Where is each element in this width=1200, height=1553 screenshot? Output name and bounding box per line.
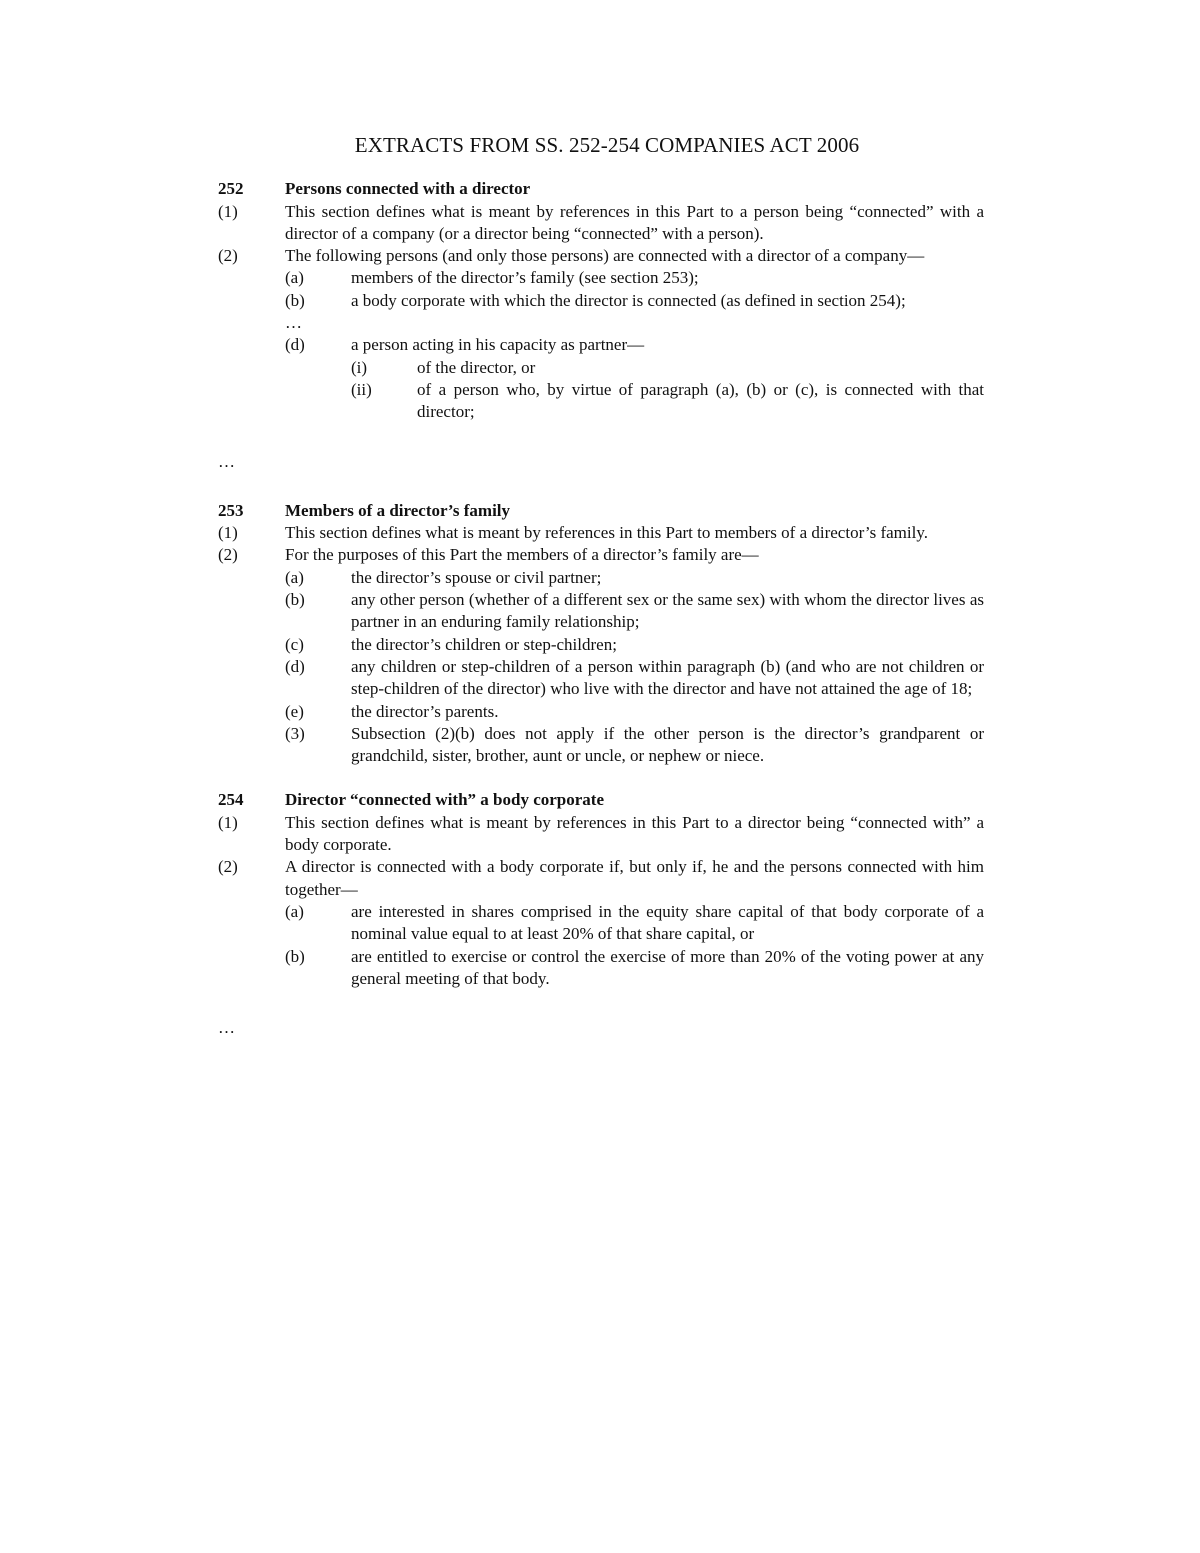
paragraph-label: (b) [285, 290, 305, 310]
paragraph-text: are entitled to exercise or control the exercise of more than 20% of the voting power at any general meeting of that body. [351, 946, 984, 988]
subparagraph-label: (i) [351, 357, 368, 377]
paragraph-text: a body corporate with which the director is connected (as defined in section 254); [351, 290, 906, 310]
document-title: EXTRACTS FROM SS. 252-254 COMPANIES ACT 2006 [354, 133, 860, 157]
paragraph-label: (3) [285, 723, 305, 743]
paragraph-text: any other person (whether of a different sex or the same sex) with whom the director lives as partner in an enduring family relationship; [351, 590, 984, 632]
paragraph-label: (b) [285, 590, 305, 610]
section-253 [218, 500, 984, 768]
subsection-number: (2) [218, 857, 238, 877]
subsection-number: (2) [218, 545, 238, 565]
paragraph-text: members of the director’s family (see section 253); [351, 268, 699, 288]
subsection-text: The following persons (and only those persons) are connected with a director of a company— [285, 246, 925, 266]
subsection-text: This section defines what is meant by references in this Part to a director being “connected with” a body corporate. [285, 812, 984, 855]
subsection-1 [218, 201, 984, 246]
paragraph-text: any children or step-children of a person within paragraph (b) (and who are not children or step-children of the director) who live with the director and have not attained the age of 18; [351, 656, 984, 699]
paragraph-item [285, 701, 984, 723]
paragraph-item [285, 334, 984, 356]
paragraph-item [285, 723, 984, 768]
paragraph-label: (a) [285, 901, 304, 921]
subsection-number: (1) [218, 812, 238, 832]
section-title: Director “connected with” a body corporate [285, 790, 605, 810]
paragraph-item [285, 567, 984, 589]
paragraph-text: Subsection (2)(b) does not apply if the other person is the director’s grandparent or grandchild, sister, brother, aunt or uncle, or nephew or niece. [351, 723, 984, 766]
omission-marker: … [218, 1018, 235, 1038]
section-heading [218, 178, 984, 200]
subsection-text: This section defines what is meant by references in this Part to members of a director’s family. [285, 523, 928, 543]
paragraph-label: (a) [285, 567, 304, 587]
subsection-1 [218, 522, 984, 544]
paragraph-item [285, 634, 984, 656]
subsection-text: A director is connected with a body corporate if, but only if, he and the persons connected with him together— [285, 857, 984, 899]
omission-marker: … [218, 451, 235, 471]
subparagraph-item [351, 379, 984, 424]
paragraph-label: (d) [285, 656, 305, 676]
section-254 [218, 789, 984, 990]
subsection-2 [218, 544, 984, 566]
subsection-text: For the purposes of this Part the members of a director’s family are— [285, 545, 759, 565]
section-number: 253 [218, 500, 244, 520]
section-heading [218, 500, 984, 522]
subsection-2 [218, 245, 984, 267]
section-heading [218, 789, 984, 811]
paragraph-label: (c) [285, 634, 304, 654]
subsection-text: This section defines what is meant by references in this Part to a person being “connected” with a director of a company (or a director being “connected” with a person). [285, 201, 984, 243]
subsection-number: (1) [218, 523, 238, 543]
subsection-2 [218, 856, 984, 901]
paragraph-text: the director’s children or step-children; [351, 634, 617, 654]
paragraph-item [285, 901, 984, 946]
paragraph-item [285, 267, 984, 289]
paragraph-item [285, 589, 984, 634]
omission-marker: … [285, 313, 302, 333]
section-252 [218, 178, 984, 423]
paragraph-label: (e) [285, 701, 304, 721]
paragraph-text: the director’s spouse or civil partner; [351, 567, 602, 587]
paragraph-label: (b) [285, 946, 305, 966]
paragraph-item [285, 946, 984, 991]
paragraph-item [285, 656, 984, 701]
subsection-1 [218, 812, 984, 857]
paragraph-text: a person acting in his capacity as partner— [351, 335, 645, 355]
subparagraph-label: (ii) [351, 379, 372, 399]
section-title: Persons connected with a director [285, 179, 531, 199]
paragraph-text: the director’s parents. [351, 701, 499, 721]
subsection-number: (1) [218, 201, 238, 221]
paragraph-item [285, 290, 984, 312]
subparagraph-text: of the director, or [417, 357, 536, 377]
document-page [218, 134, 984, 1039]
paragraph-text: are interested in shares comprised in the equity share capital of that body corporate of a nominal value equal to at least 20% of that share capital, or [351, 901, 984, 944]
paragraph-label: (d) [285, 335, 305, 355]
subparagraph-text: of a person who, by virtue of paragraph (a), (b) or (c), is connected with that director; [417, 379, 984, 422]
subparagraph-item [351, 357, 984, 379]
section-number: 252 [218, 179, 244, 199]
subsection-number: (2) [218, 246, 238, 266]
section-title: Members of a director’s family [285, 500, 511, 520]
section-number: 254 [218, 790, 244, 810]
paragraph-label: (a) [285, 268, 304, 288]
